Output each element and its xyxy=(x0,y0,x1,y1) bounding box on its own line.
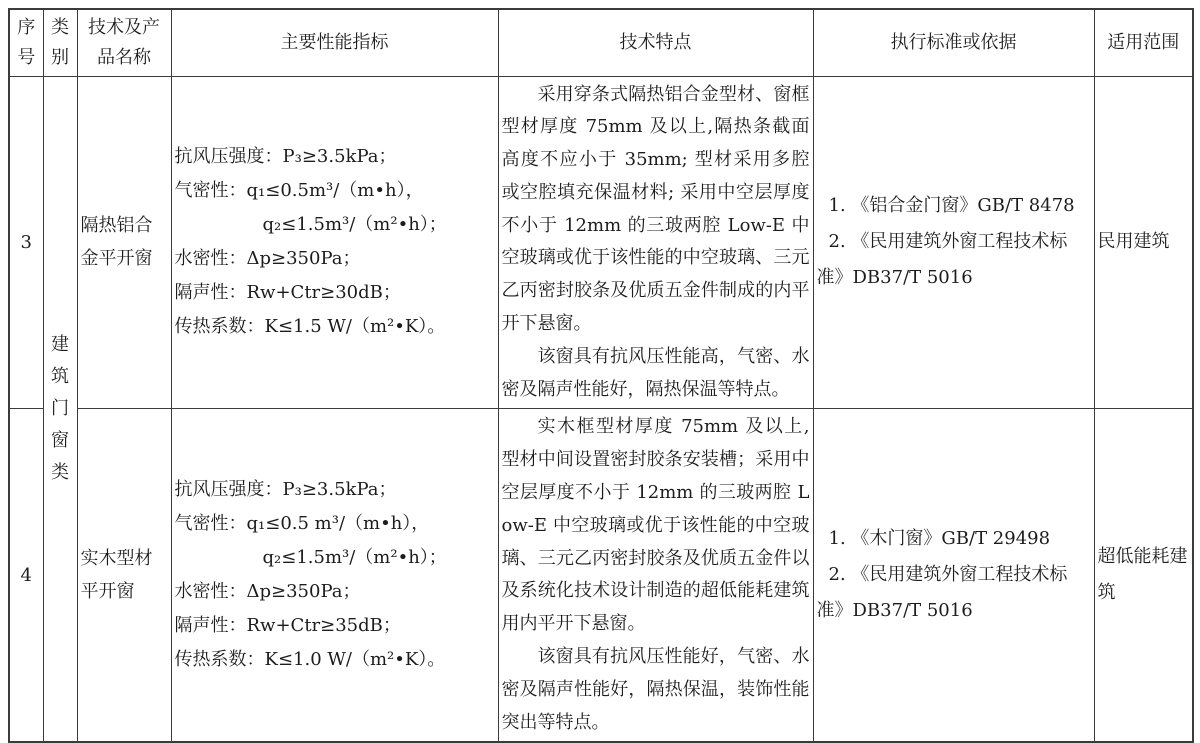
serial-number-cell: 4 xyxy=(9,409,43,742)
scope-cell: 超低能耗建筑 xyxy=(1094,409,1193,742)
performance-line: 水密性：Δp≥350Pa； xyxy=(174,248,361,270)
header-serial-number: 序号 xyxy=(9,9,43,76)
performance-line: 水密性：Δp≥350Pa； xyxy=(174,581,361,603)
product-table xyxy=(8,8,1194,743)
standard-item: 1. 《木门窗》GB/T 29498 xyxy=(828,528,1051,550)
header-features: 技术特点 xyxy=(498,9,813,76)
performance-line: 抗风压强度：P₃≥3.5kPa； xyxy=(174,146,397,168)
performance-cell xyxy=(171,76,498,409)
category-cell xyxy=(43,76,77,742)
performance-line: 隔声性：Rw+Ctr≥35dB； xyxy=(174,615,401,637)
features-paragraph: 该窗具有抗风压性能高，气密、水密及隔声性能好，隔热保温等特点。 xyxy=(501,345,810,400)
performance-line: q₂≤1.5m³/（m²•h）； xyxy=(262,214,447,236)
header-performance: 主要性能指标 xyxy=(171,9,498,76)
header-standards: 执行标准或依据 xyxy=(813,9,1094,76)
performance-line: 气密性：q₁≤0.5m³/（m•h）， xyxy=(174,180,424,202)
table-header-row xyxy=(9,9,1193,76)
standard-item: 2. 《民用建筑外窗工程技术标准》DB37/T 5016 xyxy=(816,564,1068,622)
table-row xyxy=(9,409,1193,742)
serial-number-cell: 3 xyxy=(9,76,43,409)
standard-item: 2. 《民用建筑外窗工程技术标准》DB37/T 5016 xyxy=(816,231,1068,289)
features-paragraph: 实木框型材厚度 75mm 及以上,型材中间设置密封胶条安装槽；采用中空层厚度不小于 12mm 的三玻两腔 Low-E 中空玻璃或优于该性能的中空玻璃、三元乙丙密封胶条及优质五金件以及系统化技术设计制造的超低能耗建筑用内平开下悬窗。 xyxy=(501,416,810,635)
performance-line: 传热系数：K≤1.0 W/（m²•K）。 xyxy=(174,649,446,671)
header-product-name: 技术及产品名称 xyxy=(77,9,171,76)
performance-cell xyxy=(171,409,498,742)
scope-cell: 民用建筑 xyxy=(1094,76,1193,409)
product-name-cell: 实木型材平开窗 xyxy=(77,409,171,742)
standard-item: 1. 《铝合金门窗》GB/T 8478 xyxy=(828,195,1075,217)
features-paragraph: 该窗具有抗风压性能好，气密、水密及隔声性能好，隔热保温，装饰性能突出等特点。 xyxy=(501,646,810,733)
features-paragraph: 采用穿条式隔热铝合金型材、窗框型材厚度 75mm 及以上,隔热条截面高度不应小于 35mm; 型材采用多腔或空腔填充保温材料; 采用中空层厚度不小于 12mm 的三玻两腔 Low-E 中空玻璃或优于该性能的中空玻璃、三元乙丙密封胶条及优质五金件制成的内平开下悬窗。 xyxy=(501,83,810,335)
features-cell xyxy=(498,409,813,742)
performance-line: 隔声性：Rw+Ctr≥30dB； xyxy=(174,282,401,304)
performance-line: 传热系数：K≤1.5 W/（m²•K）。 xyxy=(174,316,446,338)
performance-line: q₂≤1.5m³/（m²•h）； xyxy=(262,547,447,569)
product-name-cell: 隔热铝合金平开窗 xyxy=(77,76,171,409)
standards-cell xyxy=(813,409,1094,742)
table-row xyxy=(9,76,1193,409)
standards-cell xyxy=(813,76,1094,409)
features-cell xyxy=(498,76,813,409)
performance-line: 抗风压强度：P₃≥3.5kPa； xyxy=(174,479,397,501)
header-category: 类别 xyxy=(43,9,77,76)
category-vertical-text: 建筑门窗类 xyxy=(50,333,69,483)
header-scope: 适用范围 xyxy=(1094,9,1193,76)
performance-line: 气密性：q₁≤0.5 m³/（m•h）， xyxy=(174,513,430,535)
